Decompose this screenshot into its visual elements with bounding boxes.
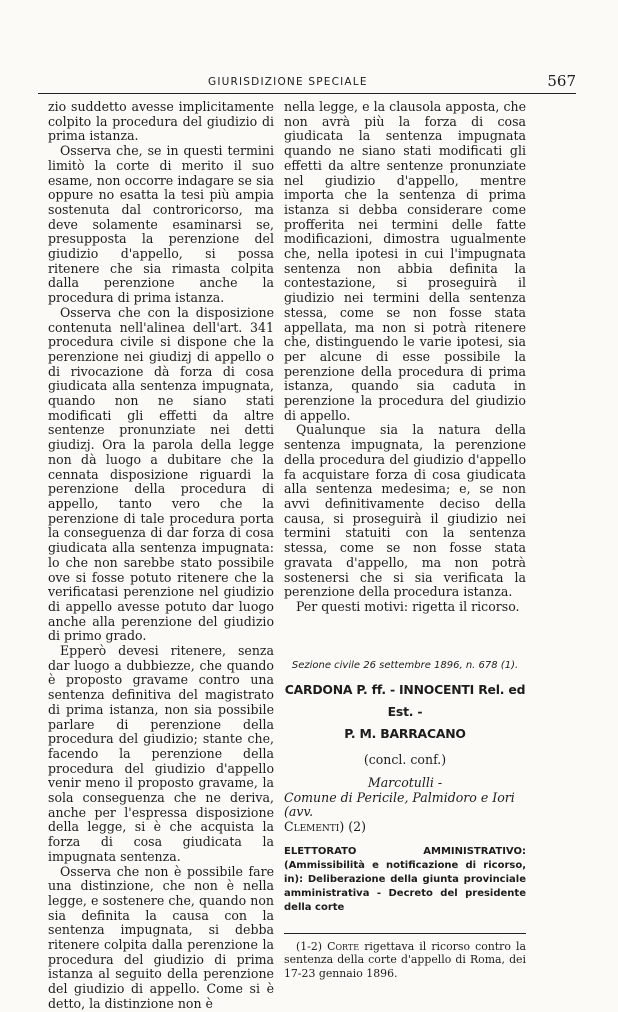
- header-rule: [38, 93, 576, 94]
- parties-line: CARDONA P. ff. - INNOCENTI Rel. ed Est. -: [284, 682, 526, 720]
- footnote-mark: (1-2): [296, 939, 323, 953]
- paragraph: Osserva che non è possibile fare una distinzione, che non è nella legge, e sostenere che, quando non sia definita la causa con la sentenza impugnata, si debba ritenere colpita dalla perenzione la procedura del giudizio di prima istanza al seguito della perenzione del giudizio di appello. Come si è detto, la distinzione non è: [48, 863, 274, 1011]
- page-header: [38, 72, 576, 92]
- paragraph: Epperò devesi ritenere, senza dar luogo a dubbiezze, che quando è proposto gravame contro una sentenza definitiva del magistrato di prima istanza, non sia possibile parlare di perenzione della procedura del giudizio; stante che, facendo la perenzione della procedura del giudizio d'appello venir meno il proposto gravame, la sola conseguenza che ne deriva, anche per l'espressa disposizione della legge, si è che acquista la forza di cosa giudicata la impugnata sentenza.: [48, 643, 274, 864]
- footnote: [284, 940, 526, 981]
- court-composition: [284, 679, 526, 745]
- paragraph: Osserva che, se in questi termini limitò la corte di merito il suo esame, non occorre indagare se sia oppure no esatta la tesi più ampia sostenuta dal controricorso, ma deve solamente esaminarsi se, presupposta la perenzione del giudizio d'appello, si possa ritenere che sia rimasta colpita dalla perenzione anche la procedura di prima istanza.: [48, 143, 274, 306]
- footnote-court: Corte: [327, 939, 360, 953]
- decision-caption: Sezione civile 26 settembre 1896, n. 678 (1).: [291, 659, 519, 671]
- footnote-rule: [284, 933, 526, 934]
- running-head: GIURISDIZIONE SPECIALE: [208, 76, 368, 88]
- note-ref: ) (2): [339, 819, 367, 835]
- left-column: [48, 100, 274, 1012]
- subject-heading: [284, 845, 526, 915]
- page-number: 567: [547, 72, 576, 90]
- subject-text: (Ammissibilità e notificazione di ricorso, in): Deliberazione della giunta provinciale amministrativa - Decreto del presidente della corte: [284, 859, 526, 913]
- paragraph: Osserva che con la disposizione contenuta nell'alinea dell'art. 341 procedura civile si dispone che la perenzione nei giudizj di appello o di rivocazione dà forza di cosa giudicata alla sentenza impugnata, quando non ne siano stati modificati gli effetti da altre sentenze pronunziate nei detti giudizj. Ora la parola della legge non dà luogo a dubitare che la cennata disposizione riguardi la perenzione della procedura di appello, tanto vero che la perenzione di tale procedura porta la conseguenza di dar forza di cosa giudicata alla sentenza impugnata: lo che non sarebbe stato possibile ove si fosse potuto ritenere che la verificatasi perenzione nel giudizio di appello avesse potuto dar luogo anche alla perenzione del giudizio di primo grado.: [48, 304, 274, 644]
- footnote-text: rigettava il ricorso contro la sentenza della corte d'appello di Roma, dei 17-23 gennaio 1896.: [284, 939, 526, 980]
- paragraph: nella legge, e la clausola apposta, che non avrà più la forza di cosa giudicata la sentenza impugnata quando ne siano stati modificati gli effetti da altre sentenze pronunziate nel giudizio d'appello, mentre importa che la sentenza di prima istanza si debba considerare come profferita nei termini delle fatte modificazioni, dimostra ugualmente che, nella ipotesi in cui l'impugnata sentenza non abbia definita la contestazione, si proseguirà il giudizio nei termini della sentenza stessa, come se non fosse stata appellata, ma non si potrà ritenere che, distinguendo le varie ipotesi, sia per alcune di esse possibile la perenzione della procedura di prima istanza, quando sia caduta in perenzione la procedura del giudizio di appello.: [284, 99, 526, 423]
- right-column: [284, 100, 526, 980]
- party-name: Comune di Pericile, Palmidoro e Iori (avv.: [284, 789, 515, 820]
- subject-title: ELETTORATO AMMINISTRATIVO:: [284, 845, 526, 857]
- parties-line: P. M. BARRACANO: [344, 726, 466, 742]
- party: Marcotulli -: [367, 775, 443, 791]
- litigants: [284, 776, 526, 835]
- party: [284, 791, 526, 820]
- paragraph: Qualunque sia la natura della sentenza impugnata, la perenzione della procedura del giudizio d'appello fa acquistare forza di cosa giudicata alla sentenza medesima; e, se non avvi definitivamente deciso della causa, si proseguirà il giudizio nei termini statuiti con la sentenza stessa, come se non fosse stata gravata d'appello, ma non potrà sostenersi che si sia verificata la perenzione della procedura istanza.: [284, 422, 526, 600]
- paragraph: zio suddetto avesse implicitamente colpito la procedura del giudizio di prima istanza.: [48, 99, 274, 144]
- lawyer-line: [284, 820, 526, 835]
- conclusion: (concl. conf.): [363, 752, 447, 768]
- lawyer: Clementi: [284, 819, 340, 835]
- paragraph: Per questi motivi: rigetta il ricorso.: [296, 598, 520, 614]
